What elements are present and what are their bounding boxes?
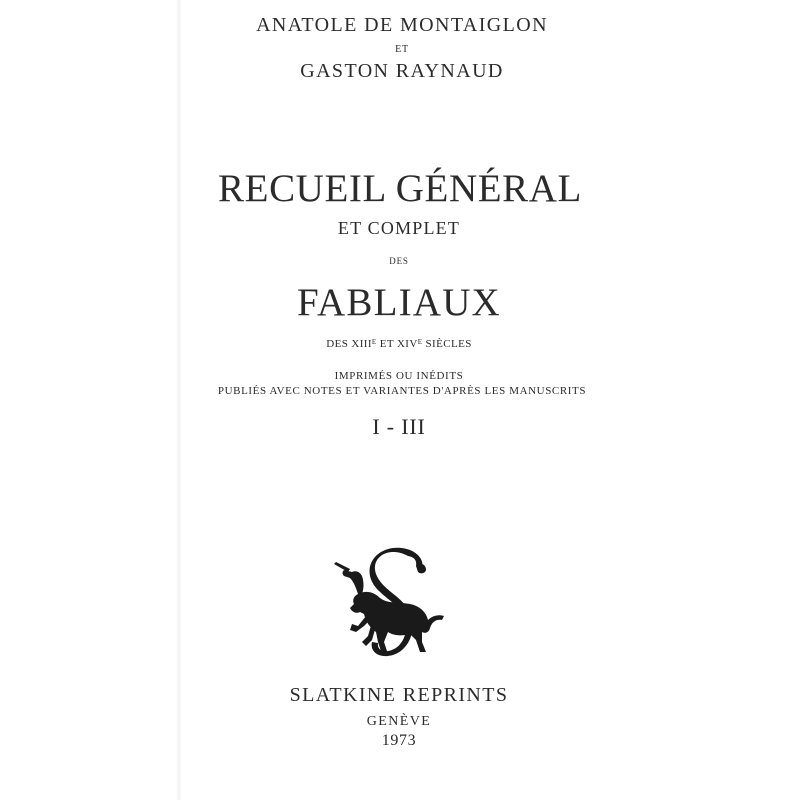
publication-year: 1973	[381, 732, 417, 749]
title-line-3: DES	[389, 256, 409, 266]
paper-edge-shadow	[176, 0, 182, 800]
subtitle-line-2: PUBLIÉS AVEC NOTES ET VARIANTES D'APRÈS LES MANUSCRITS	[217, 385, 587, 397]
centuries-prefix: DES XIII	[326, 338, 372, 350]
centuries-line	[0, 338, 799, 350]
centuries-superscript-2: E	[417, 338, 423, 346]
publisher-name: SLATKINE REPRINTS	[289, 684, 509, 706]
volume-range: I - III	[372, 414, 426, 439]
author-name-first: ANATOLE DE MONTAIGLON	[256, 14, 548, 36]
unicorn-serpent-s-emblem-icon	[330, 542, 460, 672]
title-line-1: RECUEIL GÉNÉRAL	[218, 167, 582, 210]
author-name-second: GASTON RAYNAUD	[300, 60, 504, 82]
subtitle-line-1: IMPRIMÉS OU INÉDITS	[334, 370, 464, 382]
main-title: FABLIAUX	[297, 281, 501, 324]
publisher-city: GENÈVE	[366, 714, 432, 729]
centuries-middle: ET XIV	[376, 338, 418, 350]
centuries-suffix: SIÈCLES	[422, 338, 472, 350]
author-conjunction: ET	[395, 44, 409, 55]
centuries-superscript-1: E	[371, 338, 377, 346]
title-line-2: ET COMPLET	[337, 218, 461, 238]
